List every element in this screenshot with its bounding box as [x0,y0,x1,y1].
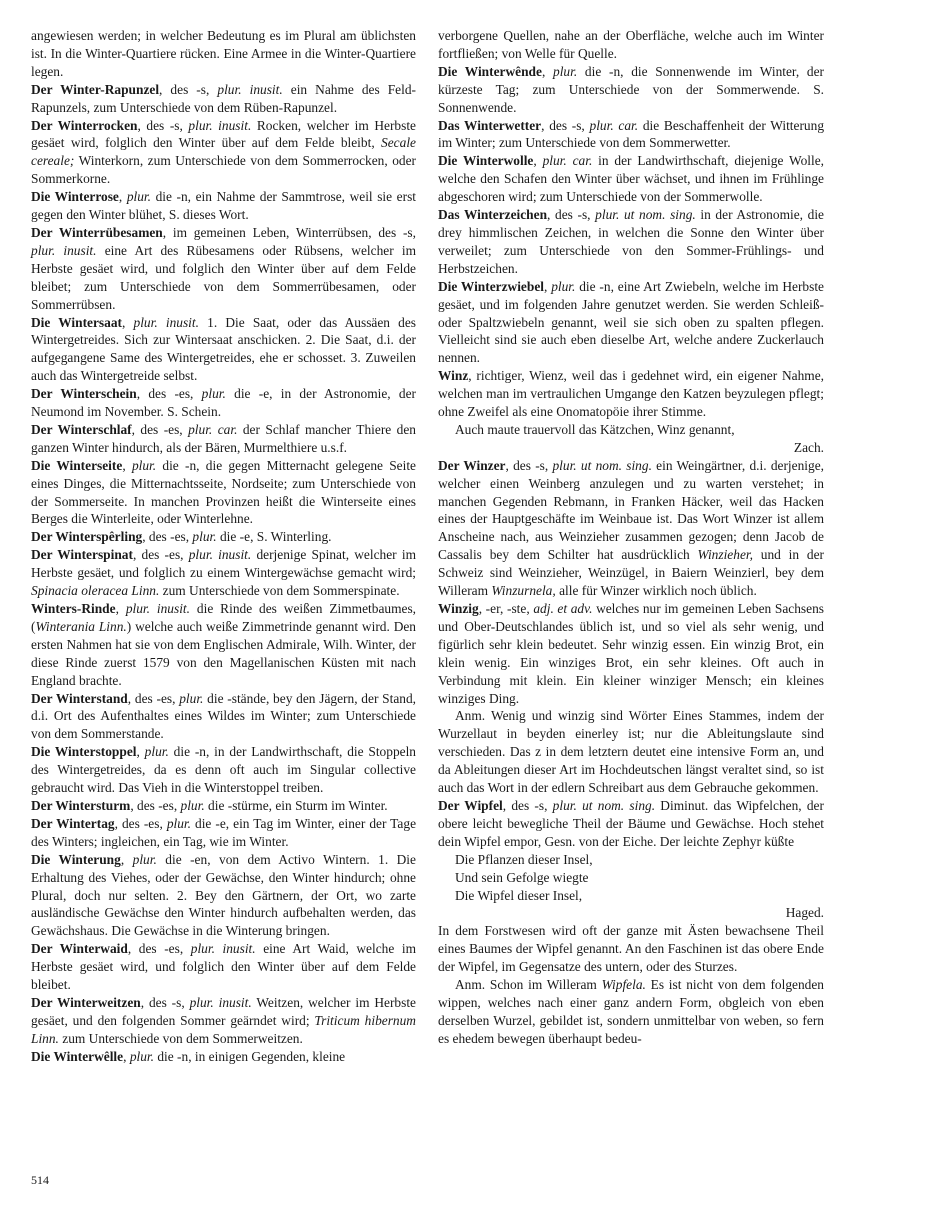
entry-text: In dem Forstwesen wird oft der ganze mit Ästen bewachsene Theil eines Baumes der Wipfel genannt. An den Faschinen ist das obere Ende der Wipfel, im Gegensatze des untern, oder des Sturzes. [438,923,824,975]
entry-text: , des -es, plur. die -e, S. Winterling. [142,529,332,545]
entry-headword: Der Winter-Rapunzel [31,81,160,97]
entry-text: Haged. [785,905,824,921]
entry-headword: Winters-Rinde [31,601,116,616]
dictionary-entry [438,457,824,600]
entry-text: , -er, -ste, adj. et adv. welches nur im gemeinen Leben Sachsens und Ober-Deutschlandes üblich ist, und so viel als sehr wenig, und figürlich sehr klein bedeutet. Sehr winzig essen. Ein winzig Brot, ein klein wenig. Ein winziges Brot, ein sehr kleines. Oft auch in Verbindung mit klein. Ein kleiner winziger Mensch; ein kleines winziges Ding. [438,601,824,706]
dictionary-entry [438,976,824,1048]
dictionary-entry [438,797,824,851]
dictionary-entry [31,117,416,189]
entry-text: , richtiger, Wienz, weil das i gedehnet wird, ein eigener Nahme, welchen man im vertraulichen Umgange den Katzen beyzulegen pflegt; ohne Zweifel als eine Onomatopöie ihrer Stimme. [438,368,824,420]
dictionary-entry [31,528,416,546]
dictionary-entry [31,27,416,81]
entry-text: , plur. inusit. die Rinde des weißen Zimmetbaumes, (Winterania Linn.) welche auch weiße Zimmetrinde genannt wird. Den ersten Nahmen hat sie von dem Englischen Admirale, Wilh. Winter, der diese Rinde zuerst 1579 von den Magellanischen Küsten mit nach England brachte. [31,601,417,688]
entry-text: , des -s, plur. ut nom. sing. ein Weingärtner, d.i. derjenige, welcher einen Weinberg anzulegen und zu warten verstehet; in manchen Gegenden Rebmann, in Franken Häcker, weil das Hacken eines der Hauptgeschäfte im Weinbaue ist. Das Wort Winzer ist allem Anscheine nach, aus Weinzieher zusammen gezogen; denn Jacob de Cassalis bey dem Schilter hat ausdrücklich Winzieher, und in der Schweiz sind Weinzieher, Weinzügel, in Baiern Weinzierl, bey dem Willeram Winzurnela, alle für Winzer wirklich noch üblich. [438,457,824,599]
entry-text: , des -es, plur. die -stände, bey den Jägern, der Stand, d.i. Ort des Aufenthaltes eines Wildes im Winter; zum Unterschiede von dem Sommerstande. [31,690,417,742]
entry-headword: Der Winterstand [31,690,128,706]
attribution [438,904,824,922]
dictionary-entry [31,940,416,994]
dictionary-entry [31,851,416,941]
entry-text: , plur. car. in der Landwirthschaft, diejenige Wolle, welche den Schafen den Winter über wächset, und ihnen im Frühlinge abgeschoren wird; zum Unterschiede von der Sommerwolle. [438,153,824,205]
dictionary-entry [438,922,824,976]
dictionary-entry [31,421,416,457]
dictionary-entry [31,81,416,117]
entry-headword: Die Winterwolle [438,153,534,169]
entry-headword: Winz [438,368,469,384]
dictionary-entry [31,457,416,529]
entry-headword: Die Winterung [31,851,121,867]
entry-text: Anm. Schon im Willeram Wipfela. Es ist nicht von dem folgenden wippen, welches nach einer ganz andern Form, obgleich von eben derselben Wurzel, gebildet ist, sondern unmittelbar von weben, so fern es ehedem bewegen überhaupt bedeu- [438,977,824,1046]
dictionary-entry [31,815,416,851]
entry-text: , des -es, plur. die -e, in der Astronomie, der Neumond im November. S. Schein. [31,386,416,420]
entry-headword: Der Winterschein [31,386,137,402]
entry-text: , plur. die -n, ein Nahme der Sammtrose, weil sie erst gegen den Winter blühet, S. dieses Wort. [31,189,416,223]
entry-text: , des -es, plur. die -e, ein Tag im Winter, einer der Tage des Winters; ingleichen, ein Tag, wie im Winter. [31,815,417,849]
dictionary-entry [31,994,416,1048]
entry-text: Und sein Gefolge wiegte [455,869,589,885]
verse-line [438,869,824,887]
dictionary-entry [438,27,824,63]
entry-headword: Das Winterzeichen [438,207,548,223]
entry-headword: Die Winterzwiebel [438,278,544,294]
entry-headword: Die Winterseite [31,457,123,473]
entry-text: Auch maute trauervoll das Kätzchen, Winz genannt, [455,421,735,437]
page-number: 514 [31,1173,49,1187]
entry-text: , plur. die -n, die Sonnenwende im Winter, der kürzeste Tag; zum Unterschiede von der Sommerwende. S. Sonnenwende. [438,63,825,115]
dictionary-entry [31,385,416,421]
entry-text: , plur. die -n, in der Landwirthschaft, die Stoppeln des Wintergetreides, da es denn oft auch im Singular collective gebraucht wird. Das Vieh in die Winterstoppel treiben. [31,744,416,796]
dictionary-entry [31,743,416,797]
entry-text: verborgene Quellen, nahe an der Oberfläche, welche auch im Winter fortfließen; von Welle für Quelle. [438,28,824,61]
entry-headword: Die Winterrose [31,189,119,205]
entry-text: , im gemeinen Leben, Winterrübsen, des -s, plur. inusit. eine Art des Rübesamens oder Rübsens, welcher im Herbste gesäet wird, und folglich den Winter über auf dem Felde bleibet; zum Unterschiede von dem Sommerrübesamen, oder Sommerrübsen. [31,224,417,312]
entry-text: , plur. inusit. 1. Die Saat, oder das Aussäen des Wintergetreides. Sich zur Wintersaat anschicken. 2. Die Saat, d.i. der aufgegangene Same des Wintergetreides, ehe er schosset. 3. Zuweilen auch das Wintergetreide selbst. [31,314,416,384]
entry-text: Die Pflanzen dieser Insel, [455,851,593,867]
entry-headword: Der Winterspinat [31,547,133,563]
dictionary-entry [31,224,416,314]
entry-headword: Der Winterrübesamen [31,224,163,240]
dictionary-entry [438,152,824,206]
entry-text: Anm. Wenig und winzig sind Wörter Eines Stammes, indem der Wurzellaut in beyden einerley ist; nur die Ableitungslaute sind verschieden. Das z in dem letztern deutet eine intensive Form an, und da Ableitungen dieser Art im Hochdeutschen längst veraltet sind, so ist auch das Wort in der edlern Schreibart aus dem Gebrauche gekommen. [438,708,824,796]
dictionary-entry [31,314,416,386]
right-column [438,27,824,1048]
dictionary-entry [31,188,416,224]
entry-headword: Die Winterwêlle [31,1048,124,1064]
entry-text: angewiesen werden; in welcher Bedeutung es im Plural am üblichsten ist. In die Winter-Quartiere rücken. Eine Armee in die Winter-Quartiere legen. [31,28,416,79]
entry-text: , plur. die -n, in einigen Gegenden, kleine [123,1048,346,1064]
dictionary-entry [31,797,416,815]
entry-headword: Die Wintersaat [31,314,122,330]
verse-line [438,887,824,905]
entry-headword: Der Winterwaid [31,941,128,957]
dictionary-entry [438,206,824,278]
dictionary-entry [438,117,824,153]
verse-line [438,851,824,869]
dictionary-entry [438,278,824,368]
entry-text: , des -es, plur. car. der Schlaf mancher Thiere den ganzen Winter hindurch, als der Bären, Murmelthiere u.s.f. [31,421,416,455]
attribution [438,439,824,457]
entry-text: , des -s, plur. inusit. Rocken, welcher im Herbste gesäet wird, folglich den Winter über auf dem Felde bleibt, Secale cereale; Winterkorn, zum Unterschiede von dem Sommerrocken, oder Sommerkorne. [31,117,416,187]
entry-text: , des -s, plur. ut nom. sing. in der Astronomie, die drey himmlischen Zeichen, in welchen die Sonne den Winter über verweilet; zum Unterschiede von den Sommer-Frühlings- und Herbstzeichen. [438,207,824,276]
entry-text: Die Wipfel dieser Insel, [455,887,583,903]
entry-text: , des -es, plur. die -stürme, ein Sturm im Winter. [130,797,388,813]
entry-headword: Der Winterweitzen [31,994,141,1010]
left-column [31,27,416,1066]
entry-text: , des -es, plur. inusit. eine Art Waid, welche im Herbste gesäet wird, und folglich den Winter über auf dem Felde bleibet. [31,941,416,993]
entry-headword: Das Winterwetter [438,117,542,133]
dictionary-entry [438,600,824,707]
entry-headword: Der Winterrocken [31,117,138,133]
dictionary-entry [438,63,824,117]
entry-headword: Der Winterschlaf [31,421,132,437]
dictionary-entry [31,546,416,600]
entry-text: , plur. die -n, die gegen Mitternacht gelegene Seite eines Dinges, die Mitternachtsseite, Nordseite; zum Unterschiede von der Sommerseite. In manchen Provinzen heißt die Winterseite eines Berges die Winterleite, oder Winterlehne. [31,457,417,527]
entry-headword: Der Winterspêrling [31,529,143,545]
entry-headword: Der Wipfel [438,797,503,813]
dictionary-entry [31,1048,416,1066]
dictionary-entry [438,707,824,797]
entry-headword: Die Winterstoppel [31,744,137,760]
entry-text: , des -s, plur. inusit. Weitzen, welcher im Herbste gesäet, und den folgenden Sommer geärndet wird; Triticum hibernum Linn. zum Unterschiede von dem Sommerweitzen. [31,994,416,1046]
entry-text: , plur. die -en, von dem Activo Wintern. 1. Die Erhaltung des Viehes, oder der Gewächse, den Winter hindurch; ohne Plural, doch nur selten. 2. Bey den Gärtnern, der Ort, wo zarte ausländische Gewächse den Winter hindurch aufbehalten werden, das Gewächshaus. Die Gewächse in die Winterung bringen. [31,851,416,939]
entry-text: , des -s, plur. inusit. ein Nahme des Feld-Rapunzels, zum Unterschiede von dem Rüben-Rapunzel. [31,81,416,115]
entry-text: , des -s, plur. car. die Beschaffenheit der Witterung im Winter; zum Unterschiede von dem Sommerwetter. [438,117,825,151]
entry-text: Zach. [793,439,824,455]
entry-headword: Der Wintertag [31,815,115,831]
entry-text: , plur. die -n, eine Art Zwiebeln, welche im Herbste gesäet, und im folgenden Jahre genutzet werden. Sie werden Schleiß- oder Spaltzwiebeln genannt, weil sie sich oben zu spalten pflegen. Vielleicht sind sie auch eben dieselbe Art, welche andere Zuckerlauch nennen. [438,278,824,366]
dictionary-entry [438,367,824,421]
entry-headword: Der Wintersturm [31,797,131,813]
entry-text: , des -s, plur. ut nom. sing. Diminut. das Wipfelchen, der obere leicht bewegliche Theil der Bäume und Gewächse. Hoch stehet dein Wipfel empor, Gesn. von der Eiche. Der leichte Zephyr küßte [438,797,824,849]
entry-headword: Der Winzer [438,457,506,473]
dictionary-entry [438,421,824,439]
entry-headword: Winzig [438,601,479,616]
entry-text: , des -es, plur. inusit. derjenige Spinat, welcher im Herbste gesäet, und folglich zu einem Wintergewächse gemacht wird; Spinacia oleracea Linn. zum Unterschiede von dem Sommerspinate. [31,547,416,599]
dictionary-entry [31,600,416,690]
dictionary-entry [31,690,416,744]
entry-headword: Die Winterwênde [438,63,542,79]
